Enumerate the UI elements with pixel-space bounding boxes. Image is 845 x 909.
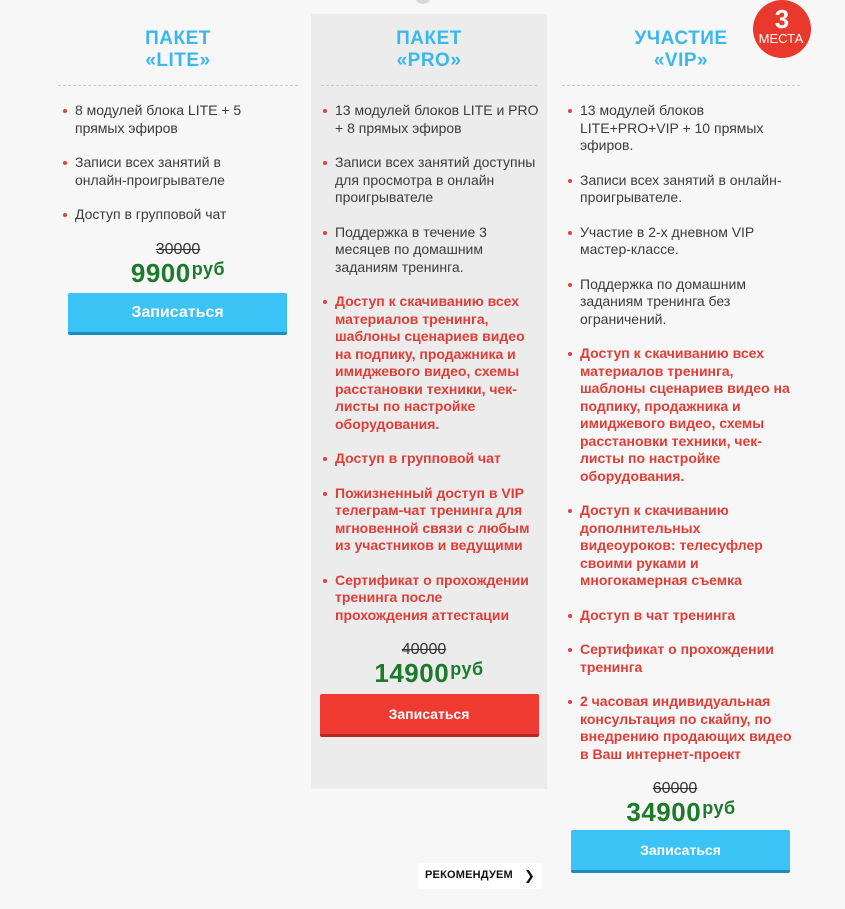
feature-item: Записи всех занятий доступны для просмотра в онлайн проигрывателе — [335, 154, 539, 207]
plan-pro-features — [311, 102, 547, 624]
feature-item-highlight: Доступ к скачиванию всех материалов тренинга, шаблоны сценариев видео на подпику, продажника и имиджевого видео, схемы расстановки техники, чек-листы по настройке оборудования. — [335, 293, 539, 433]
plan-vip-new-price: $34900^{руб}$ — [626, 797, 736, 827]
plan-pro-signup-button[interactable]: Записаться — [320, 694, 539, 737]
feature-item-highlight: Доступ к скачиванию всех материалов тренинга, шаблоны сценариев видео на подпику, продажника и имиджевого видео, схемы расстановки техники, чек-листы по настройке оборудования. — [580, 345, 794, 485]
divider — [58, 85, 298, 86]
plan-lite-features — [58, 102, 298, 224]
feature-item-highlight: Доступ в групповой чат — [335, 450, 539, 468]
plan-vip-old-price: 60000 — [652, 780, 698, 797]
plan-vip-title: УЧАСТИЕ «VIP» — [634, 28, 728, 71]
plan-pro-card — [311, 14, 547, 789]
plan-lite-old-price: 30000 — [155, 240, 201, 258]
top-decoration — [415, 0, 431, 4]
plan-vip-features — [562, 102, 800, 763]
feature-item-highlight: Сертификат о прохождении тренинга — [580, 641, 794, 676]
feature-item: Доступ в групповой чат — [75, 206, 298, 224]
feature-item: Поддержка в течение 3 месяцев по домашним заданиям тренинга. — [335, 224, 539, 277]
feature-item: 13 модулей блоков LITE+PRO+VIP + 10 прямых эфиров. — [580, 102, 794, 155]
feature-item: Записи всех занятий в онлайн-проигрывателе — [75, 154, 298, 189]
plan-pro-new-price: $14900^{руб}$ — [374, 658, 484, 688]
divider — [562, 85, 800, 86]
feature-item: Участие в 2-х дневном VIP мастер-классе. — [580, 224, 794, 259]
feature-item-highlight: Сертификат о прохождении тренинга после прохождения аттестации — [335, 572, 539, 625]
plan-vip-card — [562, 14, 800, 873]
feature-item: Поддержка по домашним заданиям тренинга без ограничений. — [580, 276, 794, 329]
divider — [321, 85, 537, 86]
plan-lite-new-price: $9900^{руб}$ — [130, 257, 226, 288]
plan-pro-old-price: 40000 — [401, 641, 447, 658]
plan-lite-card — [58, 14, 298, 335]
plan-vip-signup-button[interactable]: Записаться — [571, 830, 790, 873]
seats-badge: 3 МЕСТА — [753, 0, 811, 58]
feature-item: 8 модулей блока LITE + 5 прямых эфиров — [75, 102, 298, 137]
plan-lite-title: ПАКЕТ «LITE» — [145, 28, 211, 71]
feature-item-highlight: Доступ в чат тренинга — [580, 607, 794, 625]
feature-item-highlight: 2 часовая индивидуальная консультация по скайпу, по внедрению продающих видео в Ваш интернет-проект — [580, 693, 794, 763]
feature-item-highlight: Доступ к скачиванию дополнительных видеоуроков: телесуфлер своими руками и многокамерная съемка — [580, 502, 794, 590]
plan-pro-title: ПАКЕТ «PRO» — [396, 28, 462, 71]
feature-item: Записи всех занятий в онлайн-проигрывателе. — [580, 172, 794, 207]
feature-item-highlight: Пожизненный доступ в VIP телеграм-чат тренинга для мгновенной связи с любым из участников и ведущими — [335, 485, 539, 555]
plan-lite-signup-button[interactable]: Записаться — [68, 293, 287, 335]
recommend-label: РЕКОМЕНДУЕМ ❯ — [418, 863, 542, 889]
chevron-right-icon: ❯ — [524, 868, 535, 883]
feature-item: 13 модулей блоков LITE и PRO + 8 прямых эфиров — [335, 102, 539, 136]
